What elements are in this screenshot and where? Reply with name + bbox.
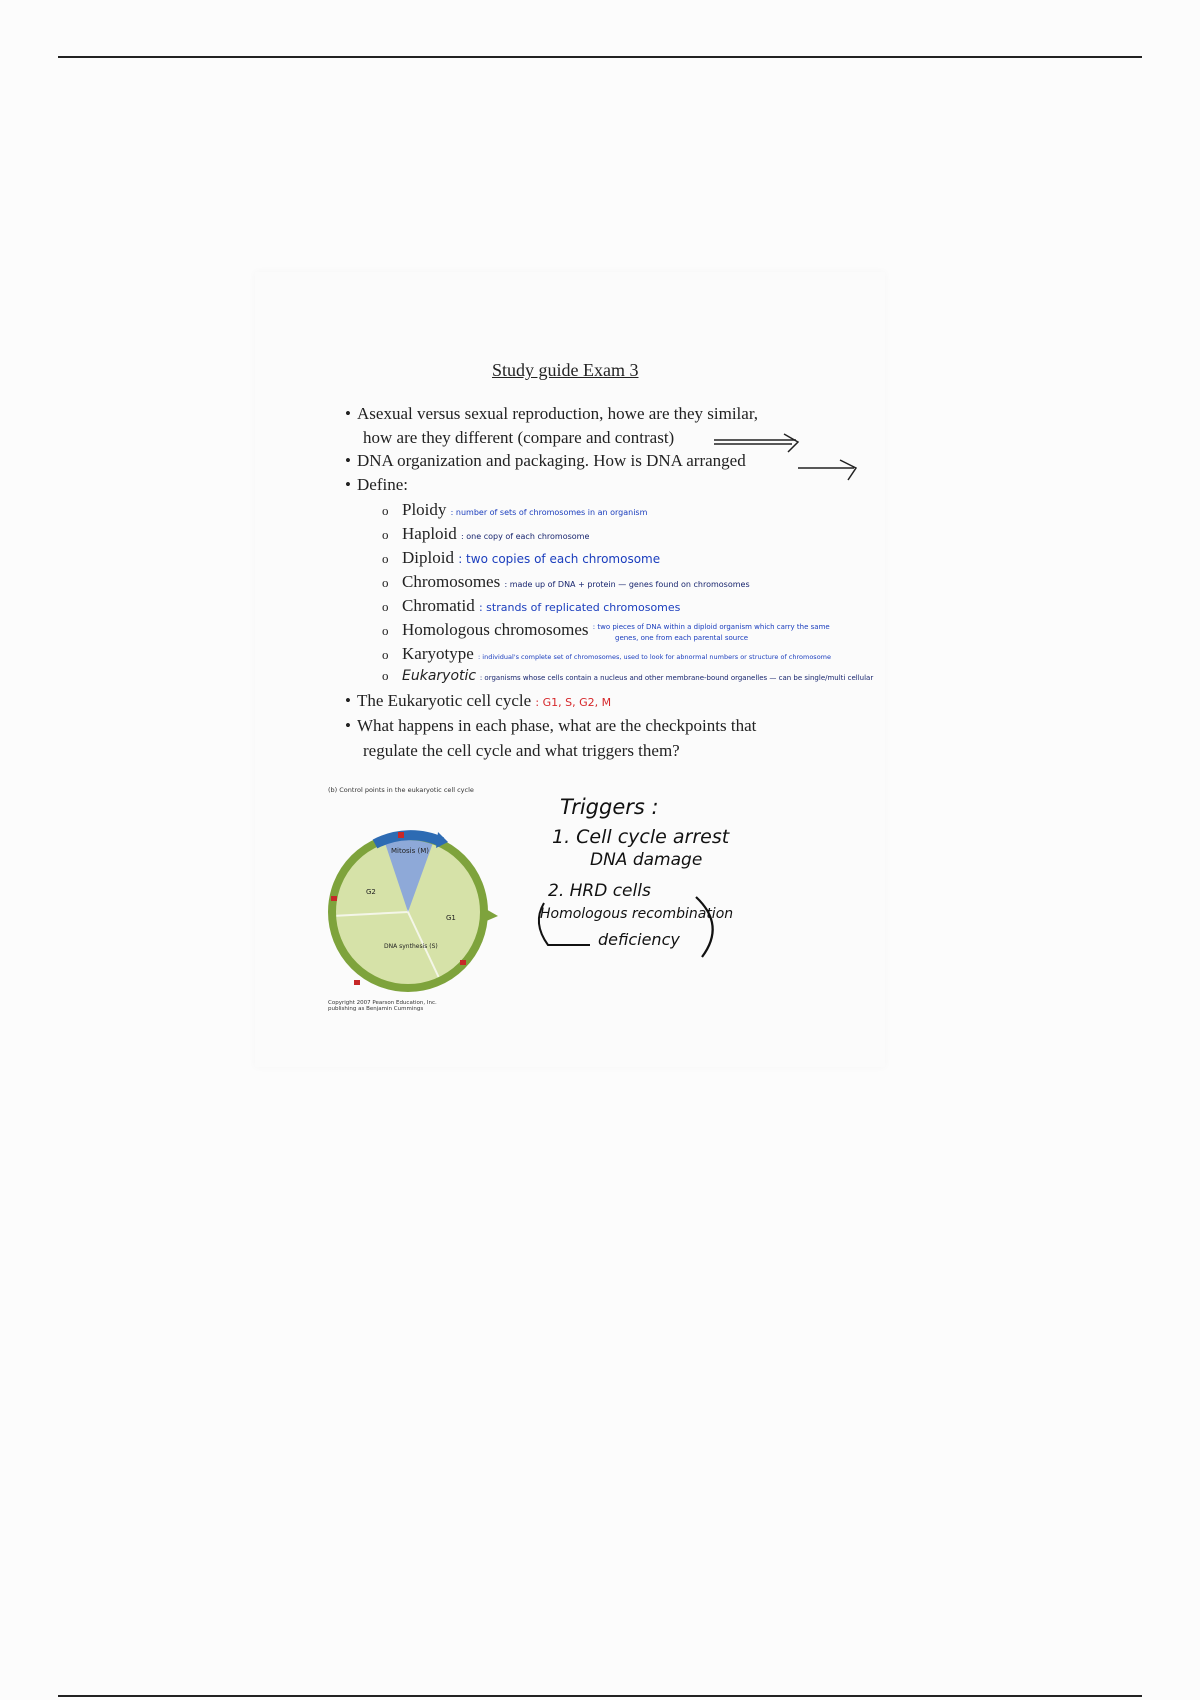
segment-label-g2: G2 xyxy=(366,888,376,896)
notes-heading: Triggers : xyxy=(560,795,659,819)
handwritten-note: : individual's complete set of chromosomes, used to look for abnormal numbers or structure of chromosome xyxy=(478,653,832,661)
term-ploidy xyxy=(382,500,647,520)
footer-rule xyxy=(58,1695,1142,1697)
notes-item-1: 1. Cell cycle arrest xyxy=(552,826,730,848)
figure-caption: (b) Control points in the eukaryotic cell cycle xyxy=(328,786,474,794)
bullet-text: DNA organization and packaging. How is DNA arranged xyxy=(357,451,746,470)
term-homologous xyxy=(382,620,830,640)
handwritten-note: : made up of DNA + protein — genes found on chromosomes xyxy=(504,580,750,589)
term-label: Homologous chromosomes xyxy=(402,620,589,639)
bullet-text: how are they different (compare and contrast) xyxy=(363,428,675,447)
notes-item-2-paren-cont: deficiency xyxy=(598,930,680,949)
handwritten-note: : number of sets of chromosomes in an organism xyxy=(450,508,648,517)
figure-source: Copyright 2007 Pearson Education, Inc. publishing as Benjamin Cummings xyxy=(328,1000,437,1012)
bullet-dot: • xyxy=(345,716,351,735)
bullet-text: Asexual versus sexual reproduction, howe are they similar, xyxy=(357,404,759,423)
term-label: Chromatid xyxy=(402,596,475,615)
segment-label-s: DNA synthesis (S) xyxy=(384,943,438,950)
term-label: Haploid xyxy=(402,524,457,543)
bullet-text: What happens in each phase, what are the checkpoints that xyxy=(357,716,757,735)
sub-bullet-icon: o xyxy=(382,575,389,590)
bullet-dna xyxy=(345,451,746,471)
notes-item-1-cont: DNA damage xyxy=(590,850,703,870)
term-label: Chromosomes xyxy=(402,572,501,591)
bullet-cell-cycle xyxy=(345,691,611,711)
bullet-phases-cont xyxy=(363,741,680,761)
bullet-text: The Eukaryotic cell cycle xyxy=(357,691,532,710)
handwritten-note: : one copy of each chromosome xyxy=(461,532,590,541)
handwritten-note: : organisms whose cells contain a nucleus and other membrane-bound organelles — can be single/multi cellular xyxy=(479,674,874,682)
bullet-dot: • xyxy=(345,404,351,423)
bullet-phases xyxy=(345,716,756,736)
bullet-text: regulate the cell cycle and what triggers them? xyxy=(363,741,680,760)
bullet-asexual-cont xyxy=(363,428,674,448)
term-label: Ploidy xyxy=(402,500,447,519)
handwritten-note: : two copies of each chromosome xyxy=(458,552,661,566)
sub-bullet-icon: o xyxy=(382,647,389,662)
term-haploid xyxy=(382,524,589,544)
handwritten-note: : strands of replicated chromosomes xyxy=(478,601,681,614)
bullet-text: Define: xyxy=(357,475,408,494)
bullet-dot: • xyxy=(345,475,351,494)
term-label: Diploid xyxy=(402,548,454,567)
checkpoint-mark xyxy=(398,832,404,838)
sub-bullet-icon: o xyxy=(382,668,389,683)
checkpoint-mark xyxy=(331,896,337,901)
handwritten-note: : G1, S, G2, M xyxy=(535,696,612,709)
parenthesis-marks xyxy=(530,895,730,965)
notes-item-2: 2. HRD cells xyxy=(548,881,651,901)
notes-item-2-paren: Homologous recombination xyxy=(540,906,734,922)
term-diploid xyxy=(382,548,660,568)
term-label: Karyotype xyxy=(402,644,474,663)
header-rule xyxy=(58,56,1142,58)
bullet-dot: • xyxy=(345,451,351,470)
sub-bullet-icon: o xyxy=(382,623,389,638)
cell-cycle-diagram xyxy=(320,820,520,1000)
term-chromosomes xyxy=(382,572,750,592)
term-label: Eukaryotic xyxy=(402,668,477,684)
sub-bullet-icon: o xyxy=(382,503,389,518)
arrow-icon xyxy=(796,456,862,482)
term-chromatid xyxy=(382,596,680,616)
bullet-define xyxy=(345,475,408,495)
sub-bullet-icon: o xyxy=(382,527,389,542)
bullet-dot: • xyxy=(345,691,351,710)
term-eukaryotic xyxy=(382,668,873,685)
checkpoint-mark xyxy=(460,960,466,965)
sub-bullet-icon: o xyxy=(382,599,389,614)
handwritten-note: : two pieces of DNA within a diploid organism which carry the same xyxy=(592,623,830,631)
segment-label-mitosis: Mitosis (M) xyxy=(391,847,429,855)
bullet-asexual xyxy=(345,404,758,424)
sub-bullet-icon: o xyxy=(382,551,389,566)
page-title: Study guide Exam 3 xyxy=(492,360,639,380)
segment-label-g1: G1 xyxy=(446,914,456,922)
checkpoint-mark xyxy=(354,980,360,985)
term-karyotype xyxy=(382,644,831,664)
ring-arrow-icon xyxy=(484,908,498,922)
handwritten-note-cont: genes, one from each parental source xyxy=(615,634,749,642)
